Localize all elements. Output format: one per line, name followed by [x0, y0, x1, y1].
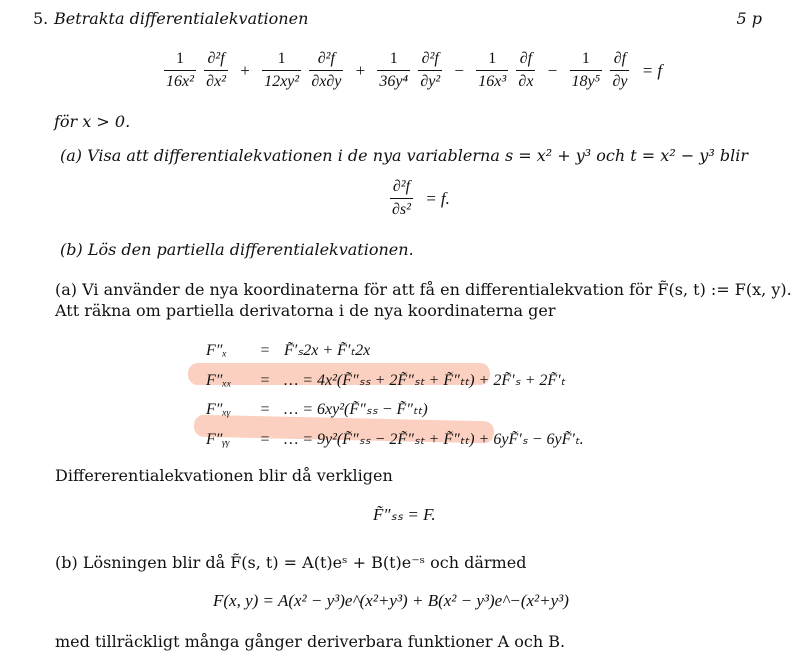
derivative-rhs: F̃′ₛ2x + F̃′ₜ2x	[284, 342, 371, 359]
derivative-lhs: F″ₓᵧ	[206, 401, 231, 418]
derivative-eq: =	[260, 372, 270, 389]
closing-line: med tillräckligt många gånger deriverbara funktioner A och B.	[55, 632, 566, 651]
derivative-lhs: F″ₓₓ	[206, 372, 232, 389]
term2-coef: $\frac{1}{\text{12xy²}}$	[264, 50, 300, 90]
op3: −	[454, 60, 464, 80]
derivative-row	[206, 370, 565, 390]
term2-deriv: $\frac{\text{∂²f}}{\partial x\partial y}$	[311, 50, 342, 90]
main-equation	[162, 50, 668, 91]
problem-number: 5.	[33, 9, 49, 28]
diff-result-equation: F̃″ₛₛ = F.	[373, 505, 436, 524]
problem-points: 5 p	[736, 9, 762, 28]
derivative-eq: =	[260, 431, 270, 448]
derivative-eq: =	[260, 401, 270, 418]
problem-intro: Betrakta differentialekvationen	[54, 9, 309, 28]
derivative-rhs: … = 9y²(F̃″ₛₛ − 2F̃″ₛₜ + F̃″ₜₜ) + 6yF̃′ₛ − 6yF̃′ₜ.	[284, 431, 584, 448]
derivative-rhs: … = 6xy²(F̃″ₛₛ − F̃″ₜₜ)	[284, 401, 428, 418]
solution-a-line2: Att räkna om partiella derivatorna i de nya koordinaterna ger	[55, 301, 556, 320]
derivative-row	[206, 429, 584, 449]
term1-coef: $\frac{1}{\text{16x²}}$	[166, 50, 194, 90]
term5-deriv: $\frac{\partial f}{\partial y}$	[612, 50, 628, 90]
derivative-lhs: F″ₓ	[206, 342, 227, 359]
term3-deriv: $\frac{\text{∂²f}}{\text{∂y²}}$	[420, 50, 441, 90]
part-a-rhs: = f.	[425, 188, 450, 208]
derivative-lhs: F″ᵧᵧ	[206, 431, 230, 448]
diff-becomes-text: Differerentialekvationen blir då verkligen	[55, 466, 393, 485]
derivative-rhs: … = 4x²(F̃″ₛₛ + 2F̃″ₛₜ + F̃″ₜₜ) + 2F̃′ₛ + 2F̃′ₜ	[284, 372, 566, 389]
term1-deriv: $\frac{\text{∂²f}}{\text{∂x²}}$	[206, 50, 226, 90]
term5-coef: $\frac{1}{\text{18y⁵}}$	[571, 50, 601, 90]
op4: −	[547, 60, 558, 80]
main-eq-rhs: = f	[641, 60, 663, 80]
term4-deriv: $\frac{\partial f}{\partial x}$	[518, 50, 534, 90]
part-b-text: (b) Lös den partiella differentialekvationen.	[60, 240, 414, 259]
solution-b-line: (b) Lösningen blir då F̃(s, t) = A(t)eˢ + B(t)e⁻ˢ och därmed	[55, 553, 527, 572]
part-a-fraction: $\frac{\text{∂²f}}{\text{∂s²}}$	[392, 178, 411, 218]
solution-b-equation: F(x, y) = A(x² − y³)e^(x²+y³) + B(x² − y³)e^−(x²+y³)	[213, 591, 569, 610]
op2: +	[355, 60, 366, 80]
solution-a-line1: (a) Vi använder de nya koordinaterna för att få en differentialekvation för F̃(s, t) := F(x, y).	[55, 280, 792, 299]
part-a-equation	[388, 178, 456, 219]
op1: +	[240, 60, 250, 80]
derivative-eq: =	[260, 342, 270, 359]
part-a-text: (a) Visa att differentialekvationen i de nya variablerna s = x² + y³ och t = x² − y³ blir	[60, 146, 748, 165]
derivative-row	[206, 399, 428, 419]
condition-text: för x > 0.	[54, 112, 131, 131]
term3-coef: $\frac{1}{\text{36y⁴}}$	[379, 50, 409, 90]
term4-coef: $\frac{1}{\text{16x³}}$	[478, 50, 507, 90]
derivative-row	[206, 340, 370, 360]
